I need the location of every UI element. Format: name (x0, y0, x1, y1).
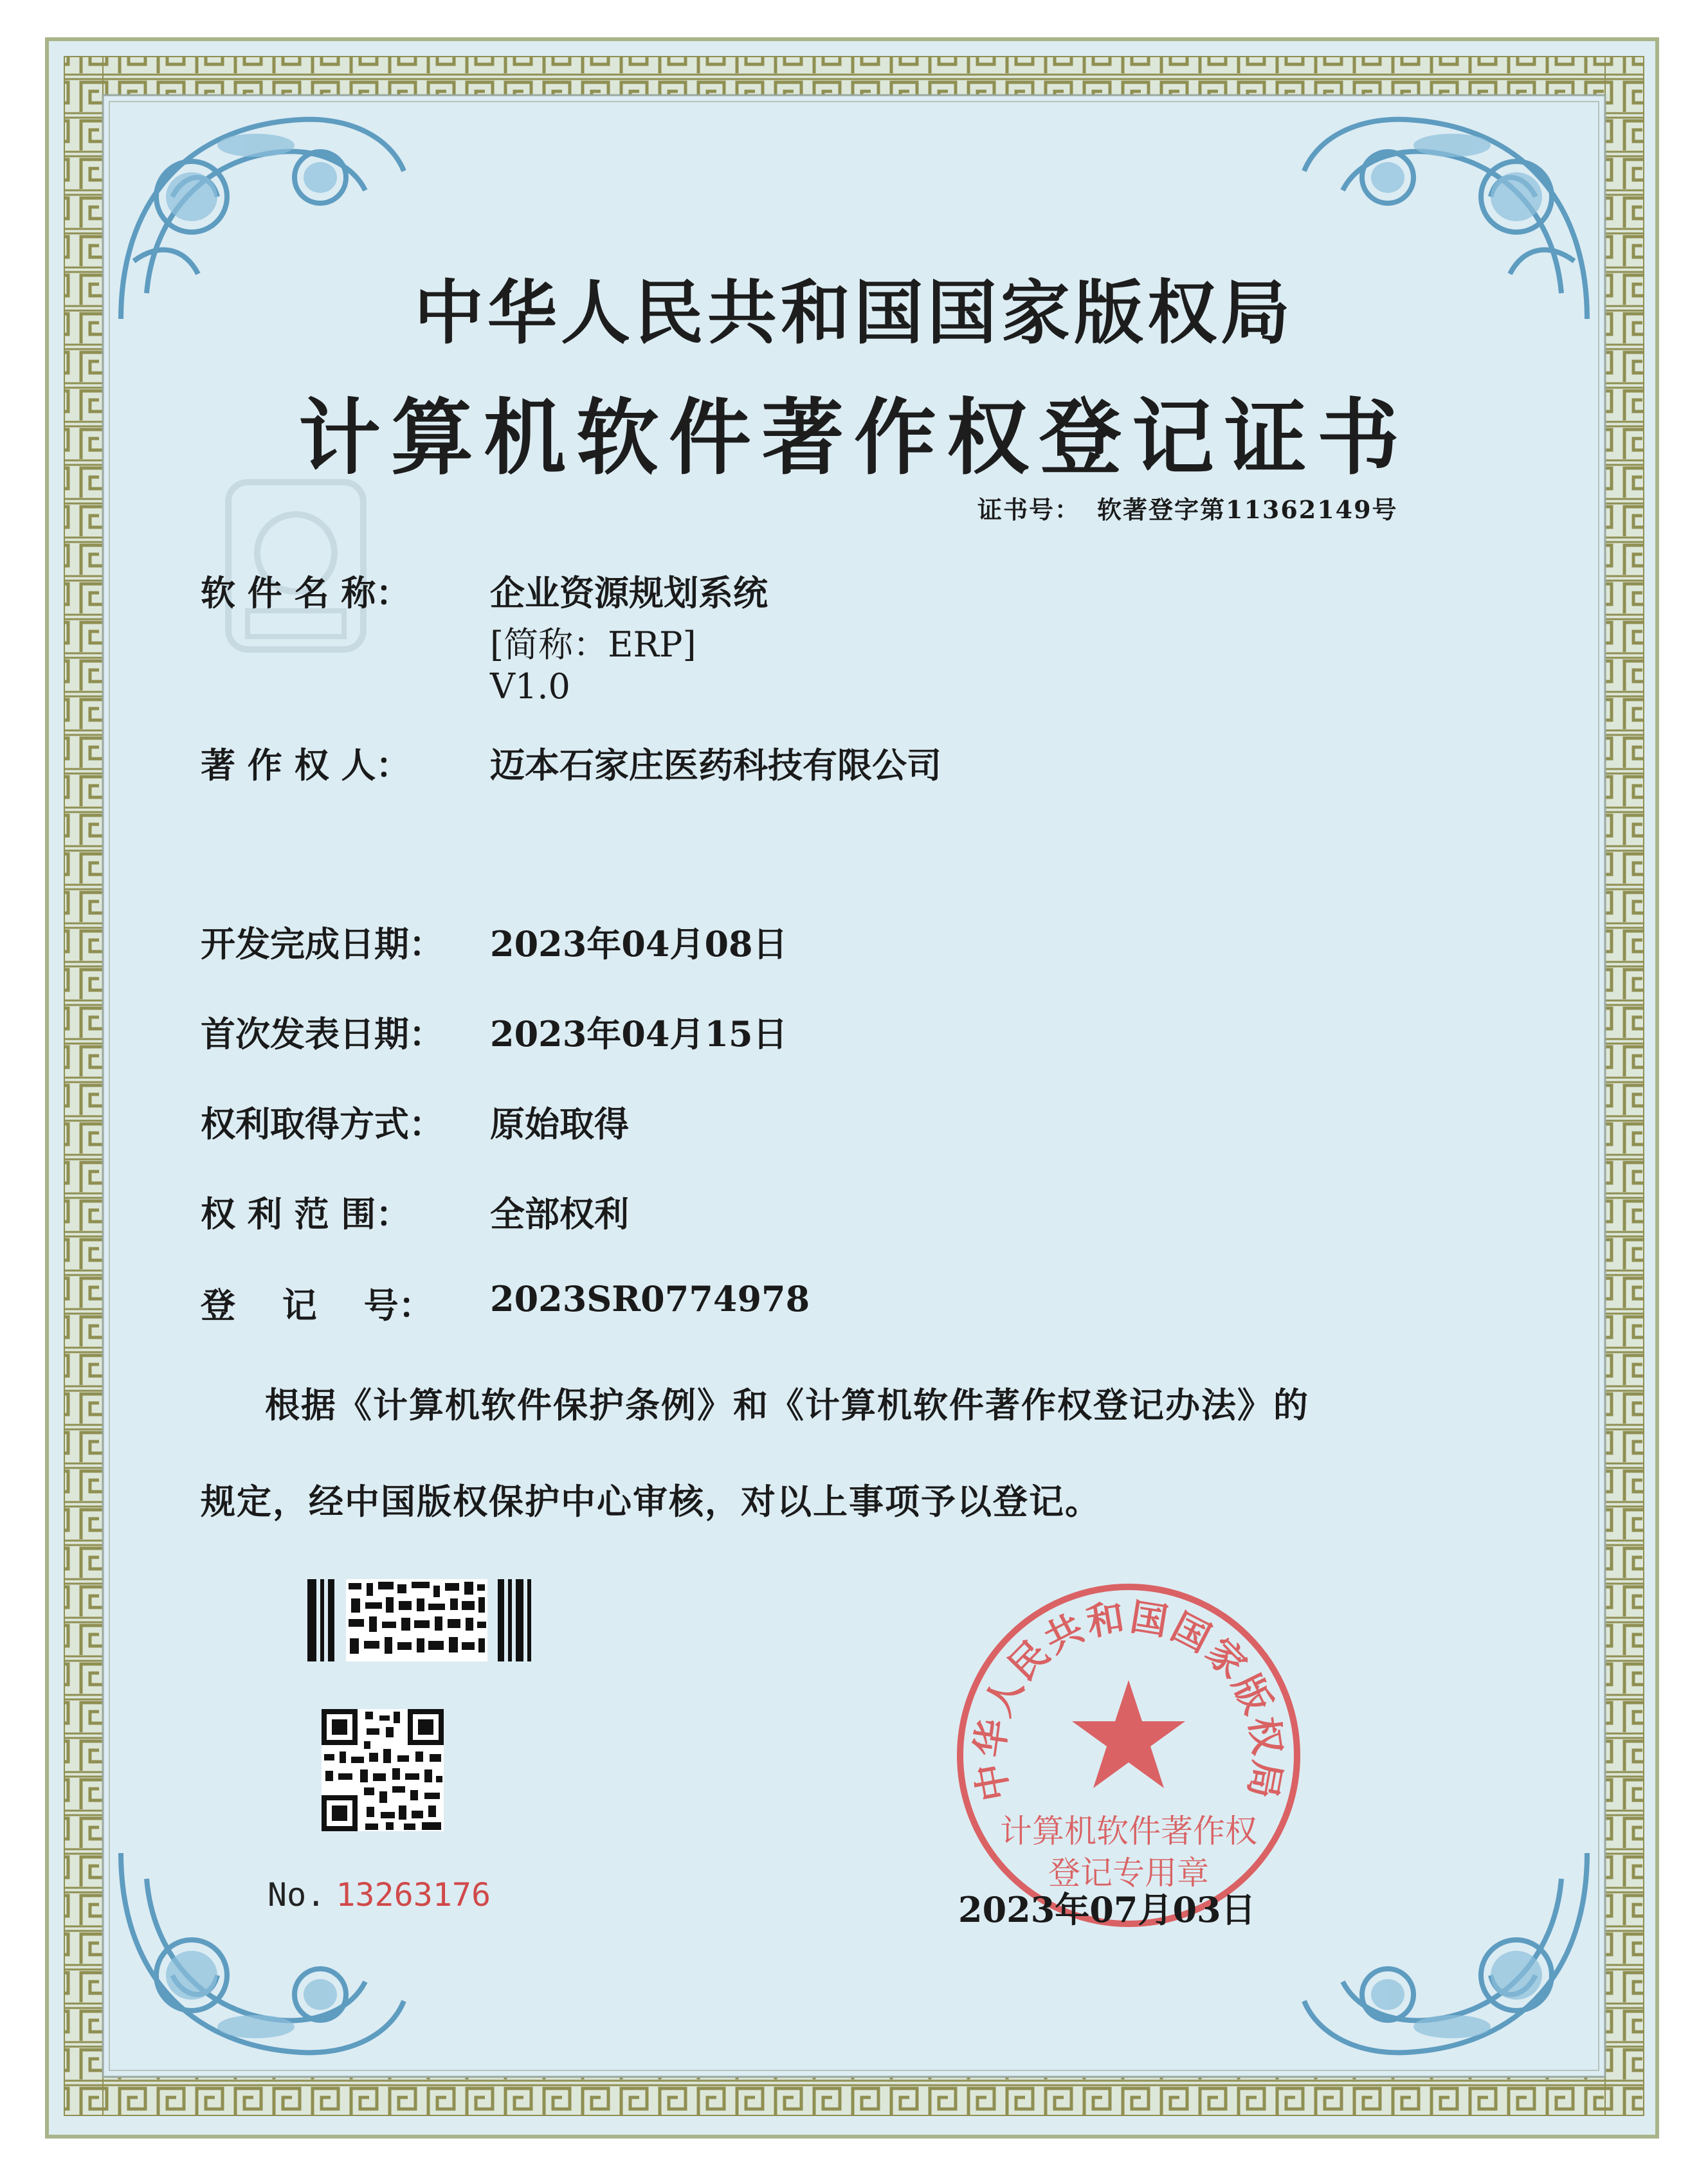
qrcode-icon (322, 1709, 444, 1831)
reg-no-label: 登 记 号： (201, 1285, 433, 1326)
first-publish-label: 首次发表日期： (201, 1013, 444, 1054)
first-publish-row (201, 1007, 788, 1056)
reg-no-row (201, 1278, 810, 1328)
software-name-label: 软 件 名 称： (201, 572, 411, 613)
owner-row (201, 738, 941, 788)
seal-inner-line-1: 计算机软件著作权 (1000, 1813, 1257, 1850)
scope-row (201, 1187, 629, 1236)
dev-complete-label: 开发完成日期： (201, 923, 444, 964)
certificate-number-label: 证书号： (977, 495, 1081, 524)
statement-line-1 (201, 1357, 1410, 1453)
software-name-value: 企业资源规划系统 (490, 572, 768, 613)
serial-prefix: No. (268, 1876, 326, 1914)
statement-line-2: 规定，经中国版权保护中心审核，对以上事项予以登记。 (201, 1481, 1101, 1522)
acquisition-label: 权利取得方式： (201, 1103, 444, 1145)
seal-inner-line-2: 登记专用章 (1048, 1854, 1209, 1892)
issuing-authority: 中华人民共和国国家版权局 (413, 273, 1294, 354)
corner-ornament-icon (1291, 1840, 1600, 2072)
dev-complete-value: 2023年04月08日 (490, 923, 788, 964)
certificate-number (977, 490, 1398, 525)
seal-outer-text: 中华人民共和国国家版权局 (967, 1595, 1290, 1805)
owner-label: 著 作 权 人： (201, 745, 411, 786)
dev-complete-row (201, 917, 788, 966)
acquisition-row (201, 1097, 629, 1146)
issue-date: 2023年07月03日 (958, 1889, 1256, 1930)
reg-no-value: 2023SR0774978 (490, 1278, 810, 1319)
owner-value: 迈本石家庄医药科技有限公司 (490, 745, 941, 786)
statement-paragraph (201, 1357, 1410, 1550)
scope-label: 权 利 范 围： (201, 1193, 411, 1235)
certificate-title: 计算机软件著作权登记证书 (298, 390, 1410, 486)
first-publish-value: 2023年04月15日 (490, 1013, 788, 1054)
barcode-icon (307, 1579, 539, 1661)
software-short-name: [简称：ERP] (490, 624, 696, 665)
corner-ornament-icon (108, 1840, 417, 2072)
scope-value: 全部权利 (490, 1193, 629, 1235)
serial-value: 13263176 (336, 1876, 491, 1914)
software-name-row (201, 566, 768, 615)
statement-line-1-text: 根据《计算机软件保护条例》和《计算机软件著作权登记办法》的 (265, 1384, 1309, 1425)
acquisition-value: 原始取得 (490, 1103, 629, 1145)
certificate-number-value: 软著登字第11362149号 (1097, 495, 1398, 524)
software-version: V1.0 (490, 666, 570, 707)
serial-number (268, 1876, 491, 1914)
